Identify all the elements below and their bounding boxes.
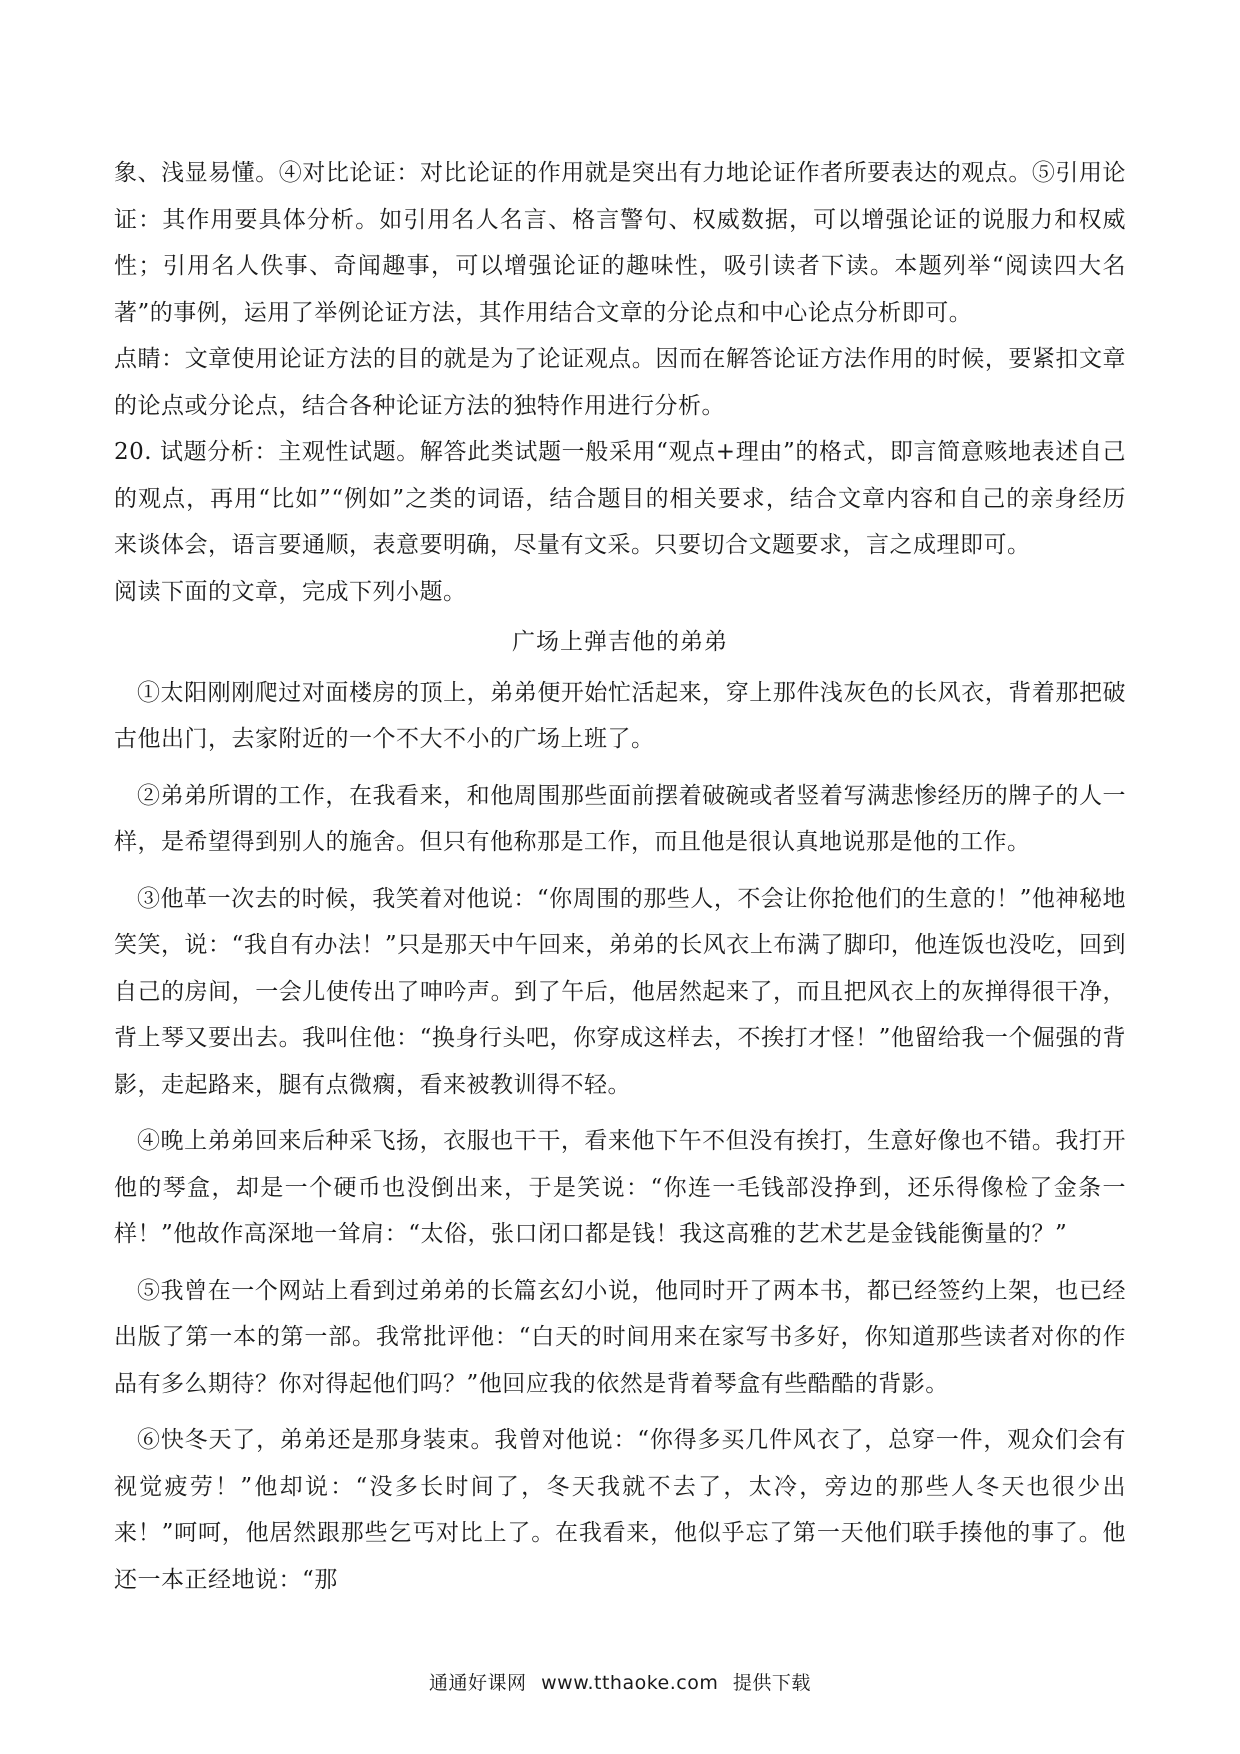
answer-tip-paragraph: 点睛：文章使用论证方法的目的就是为了论证观点。因而在解答论证方法作用的时候，要紧扣文章的论点或分论点，结合各种论证方法的独特作用进行分析。: [114, 346, 1126, 419]
article-paragraph-5: ⑤我曾在一个网站上看到过弟弟的长篇玄幻小说，他同时开了两本书，都已经签约上架，也已经出版了第一本的第一部。我常批评他：“白天的时间用来在家写书多好，你知道那些读者对你的作品有多么期待？你对得起他们吗？”他回应我的依然是背着琴盒有些酷酷的背影。: [114, 1277, 1126, 1397]
reading-instruction: 阅读下面的文章，完成下列小题。: [114, 578, 467, 605]
document-page: [114, 150, 1126, 1603]
footer-url[interactable]: www.tthaoke.com: [541, 1672, 719, 1694]
answer-paragraph-continued: 象、浅显易懂。④对比论证：对比论证的作用就是突出有力地论证作者所要表达的观点。⑤引用论证：其作用要具体分析。如引用名人名言、格言警句、权威数据，可以增强论证的说服力和权威性；引用名人佚事、奇闻趣事，可以增强论证的趣味性，吸引读者下读。本题列举“阅读四大名著”的事例，运用了举例论证方法，其作用结合文章的分论点和中心论点分析即可。: [114, 160, 1126, 326]
article-paragraph-2: ②弟弟所谓的工作，在我看来，和他周围那些面前摆着破碗或者竖着写满悲惨经历的牌子的人一样，是希望得到别人的施舍。但只有他称那是工作，而且他是很认真地说那是他的工作。: [114, 782, 1126, 855]
answer-20-paragraph: 20. 试题分析：主观性试题。解答此类试题一般采用“观点+理由”的格式，即言简意赅地表述自己的观点，再用“比如”“例如”之类的词语，结合题目的相关要求，结合文章内容和自己的亲身经历来谈体会，语言要通顺，表意要明确，尽量有文采。只要切合文题要求，言之成理即可。: [114, 439, 1126, 558]
footer-tagline: 提供下载: [732, 1672, 811, 1694]
article-paragraph-6: ⑥快冬天了，弟弟还是那身装束。我曾对他说：“你得多买几件风衣了，总穿一件，观众们会有视觉疲劳！”他却说：“没多长时间了，冬天我就不去了，太冷，旁边的那些人冬天也很少出来！”呵呵，他居然跟那些乞丐对比上了。在我看来，他似乎忘了第一天他们联手揍他的事了。他还一本正经地说：“那: [114, 1427, 1126, 1593]
footer-site-name: 通通好课网: [429, 1672, 527, 1694]
article-paragraph-1: ①太阳刚刚爬过对面楼房的顶上，弟弟便开始忙活起来，穿上那件浅灰色的长风衣，背着那把破古他出门，去家附近的一个不大不小的广场上班了。: [114, 679, 1126, 752]
article-title: 广场上弹吉他的弟弟: [512, 629, 728, 655]
page-footer: [0, 1668, 1240, 1695]
article-paragraph-3: ③他革一次去的时候，我笑着对他说：“你周围的那些人，不会让你抢他们的生意的！”他神秘地笑笑，说：“我自有办法！”只是那天中午回来，弟弟的长风衣上布满了脚印，他连饭也没吃，回到自己的房间，一会儿使传出了呻吟声。到了午后，他居然起来了，而且把风衣上的灰掸得很干净，背上琴又要出去。我叫住他：“换身行头吧，你穿成这样去，不挨打才怪！”他留给我一个倔强的背影，走起路来，腿有点微瘸，看来被教训得不轻。: [114, 885, 1126, 1098]
article-paragraph-4: ④晚上弟弟回来后种采飞扬，衣服也干干，看来他下午不但没有挨打，生意好像也不错。我打开他的琴盒，却是一个硬币也没倒出来，于是笑说：“你连一毛钱部没挣到，还乐得像检了金条一样！”他故作高深地一耸肩：“太俗，张口闭口都是钱！我这高雅的艺术艺是金钱能衡量的？”: [114, 1128, 1126, 1247]
